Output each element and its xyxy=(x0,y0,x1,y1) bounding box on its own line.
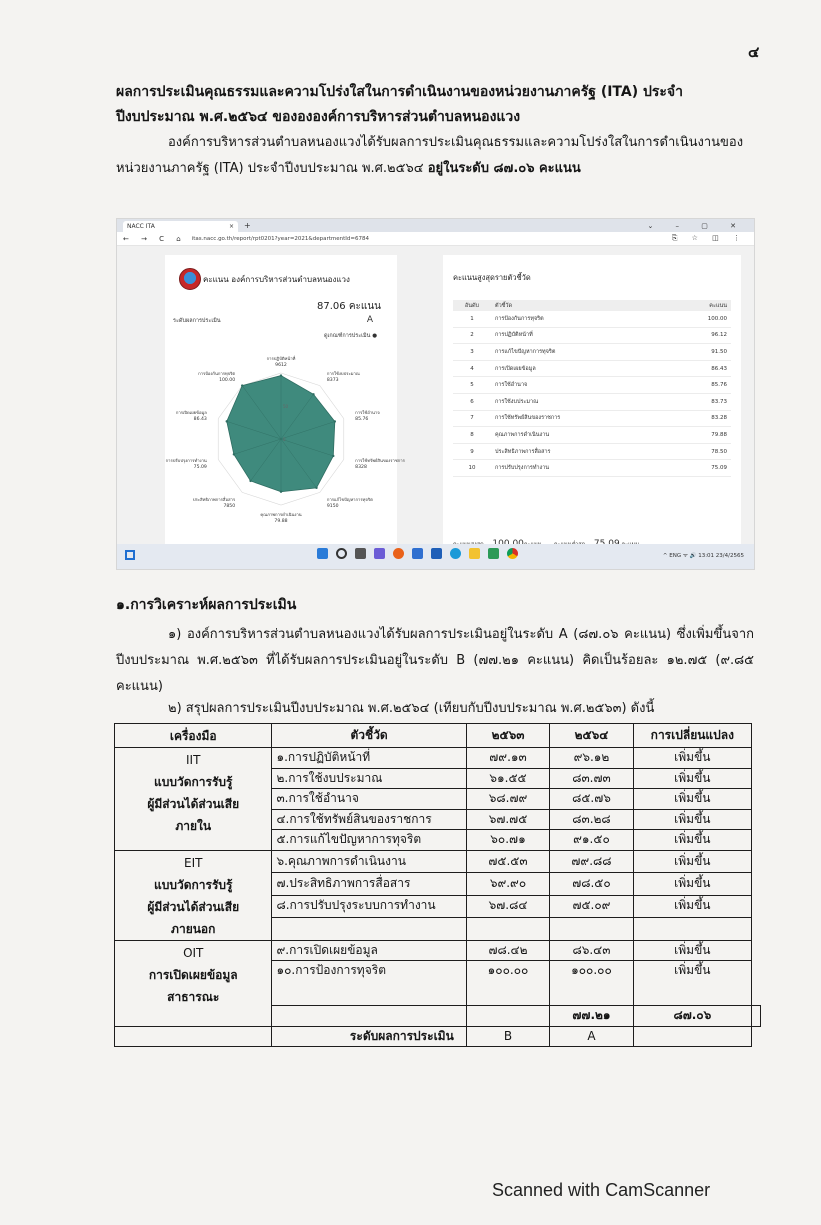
table-row xyxy=(453,460,731,477)
url-text[interactable]: itas.nacc.go.th/report/rpt0201?year=2021&departmentId=6784 xyxy=(191,235,369,242)
indicator-name: คุณภาพการดำเนินงาน xyxy=(491,427,673,444)
radar-point xyxy=(241,384,243,386)
indicator-name: การใช้ทรัพย์สินของราชการ xyxy=(491,410,673,427)
rank: 9 xyxy=(453,443,491,460)
tool-eit xyxy=(115,850,272,940)
table-row xyxy=(453,311,731,327)
level-2564: A xyxy=(550,1026,633,1047)
section-title: ๑.การวิเคราะห์ผลการประเมิน xyxy=(116,597,297,613)
radar-point xyxy=(332,455,334,457)
indicator-name: การเปิดเผยข้อมูล xyxy=(491,360,673,377)
tool-line: การเปิดเผยข้อมูล xyxy=(148,967,238,982)
folder-icon[interactable] xyxy=(469,548,480,559)
indicator-name: การใช้อำนาจ xyxy=(491,377,673,394)
radar-category-label: คุณภาพการดำเนินงาน xyxy=(260,512,302,517)
search-icon[interactable] xyxy=(336,548,347,559)
chat-icon[interactable] xyxy=(374,548,385,559)
indicator-score: 100.00 xyxy=(673,311,731,327)
rank: 5 xyxy=(453,377,491,394)
header-indicator: ตัวชี้วัด xyxy=(272,724,466,748)
radar-series-area xyxy=(227,376,335,492)
table-row xyxy=(453,344,731,361)
assessment-table xyxy=(114,723,761,1047)
table-row xyxy=(453,360,731,377)
document-title: ผลการประเมินคุณธรรมและความโปร่งใสในการดำเนินงานของหน่วยงานภาครัฐ (ITA) ประจำปีงบประมาณ พ.ศ.๒๕๖๔ ของององค์การบริหารส่วนตำบลหนองแวง xyxy=(116,84,683,125)
address-bar xyxy=(117,232,754,246)
indicator-name: การปรับปรุงการทำงาน xyxy=(491,460,673,477)
embedded-screenshot xyxy=(116,218,755,570)
radar-category-label: การใช้ทรัพย์สินของราชการ xyxy=(355,458,405,464)
score-2563: ๖๗.๗๕ xyxy=(466,809,549,830)
tool-line: ผู้มีส่วนได้ส่วนเสีย xyxy=(147,797,240,811)
radar-value-label: 85.76 xyxy=(355,416,369,422)
tab-title: NACC ITA xyxy=(127,223,155,230)
score-2564: ๙๖.๑๒ xyxy=(550,748,633,769)
radar-point xyxy=(315,487,317,489)
indicator-name: ประสิทธิภาพการสื่อสาร xyxy=(491,443,673,460)
indicator-name: การปฏิบัติหน้าที่ xyxy=(491,327,673,344)
table-row xyxy=(115,940,761,961)
change: เพิ่มขึ้น xyxy=(633,768,751,789)
new-tab-icon[interactable]: + xyxy=(244,221,251,230)
total-score: 87.06 คะแนน xyxy=(317,301,381,312)
browser-toolbar-icons[interactable]: ⎘ ☆ ◫ ⋮ xyxy=(671,234,746,242)
radar-value-label: 9612 xyxy=(275,363,287,368)
indicator: ๘.การปรับปรุงระบบการทำงาน xyxy=(272,895,466,918)
taskbar-apps xyxy=(317,548,518,559)
score-2563: ๗๕.๕๓ xyxy=(466,850,549,873)
indicator-score: 85.76 xyxy=(673,377,731,394)
radar-point xyxy=(280,491,282,493)
system-tray[interactable]: ^ ENG ᯤ 🔊 13:01 23/4/2565 xyxy=(662,553,744,559)
indicator-score: 96.12 xyxy=(673,327,731,344)
indicator-name: การใช้งบประมาณ xyxy=(491,393,673,410)
tool-line: ภายใน xyxy=(175,819,212,833)
start-icon[interactable] xyxy=(125,550,135,560)
radar-value-label: 86.43 xyxy=(193,416,207,422)
table-row xyxy=(453,410,731,427)
store-icon[interactable] xyxy=(412,548,423,559)
radar-category-label: การเปิดเผยข้อมูล xyxy=(175,409,207,415)
radar-value-label: 79.88 xyxy=(274,519,288,524)
empty-cell xyxy=(633,918,751,941)
empty-cell xyxy=(466,1006,549,1027)
tool-line: ภายนอก xyxy=(171,921,216,936)
table-row xyxy=(453,393,731,410)
header-change: การเปลี่ยนแปลง xyxy=(633,724,751,748)
taskbar xyxy=(117,544,754,569)
chrome-icon[interactable] xyxy=(507,548,518,559)
radar-point xyxy=(334,420,336,422)
tool-line: ผู้มีส่วนได้ส่วนเสีย xyxy=(147,899,240,914)
firefox-icon[interactable] xyxy=(393,548,404,559)
score-2563: ๖๙.๙๐ xyxy=(466,873,549,896)
score-2564: ๗๘.๕๐ xyxy=(550,873,633,896)
indicator: ๙.การเปิดเผยข้อมูล xyxy=(272,940,466,961)
scanner-watermark: Scanned with CamScanner xyxy=(492,1180,711,1200)
radar-category-label: การปฏิบัติหน้าที่ xyxy=(266,356,296,361)
table-row xyxy=(453,427,731,444)
indicator: ๑.การปฏิบัติหน้าที่ xyxy=(272,748,466,769)
app-icon[interactable] xyxy=(488,548,499,559)
tab-close-icon[interactable]: × xyxy=(228,223,234,230)
score-2564: ๗๙.๘๘ xyxy=(550,850,633,873)
empty-cell xyxy=(550,918,633,941)
indicator: ๕.การแก้ไขปัญหาการทุจริต xyxy=(272,830,466,851)
intro-text: องค์การบริหารส่วนตำบลหนองแวงได้รับผลการประเมินคุณธรรมและความโปร่งใสในการดำเนินงานของหน่วยงานภาครัฐ (ITA) ประจำปีงบประมาณ พ.ศ.๒๕๖๔ xyxy=(116,135,744,176)
analysis-paragraph-2: ๒) สรุปผลการประเมินปีงบประมาณ พ.ศ.๒๕๖๔ (เทียบกับปีงบประมาณ พ.ศ.๒๕๖๓) ดังนี้ xyxy=(168,701,655,716)
tool-code: EIT xyxy=(184,855,203,870)
radar-value-label: 9150 xyxy=(326,504,339,510)
indicator-score: 79.88 xyxy=(673,427,731,444)
indicator: ๖.คุณภาพการดำเนินงาน xyxy=(272,850,466,873)
radar-category-label: การป้องกันการทุจริต xyxy=(198,370,236,376)
tool-line: แบบวัดการรับรู้ xyxy=(154,775,233,789)
browser-tabbar xyxy=(117,219,754,232)
change: เพิ่มขึ้น xyxy=(633,940,751,961)
empty-cell xyxy=(752,1006,761,1027)
score-2563: ๖๘.๗๙ xyxy=(466,789,549,810)
analysis-paragraph-1 xyxy=(116,622,754,700)
score-panel-title: คะแนน องค์การบริหารส่วนตำบลหนองแวง xyxy=(203,275,350,284)
change: เพิ่มขึ้น xyxy=(633,789,751,810)
change: เพิ่มขึ้น xyxy=(633,850,751,873)
edge-icon[interactable] xyxy=(450,548,461,559)
score-2564: ๘๕.๗๖ xyxy=(550,789,633,810)
indicator: ๑๐.การป้องการทุจริต xyxy=(272,961,466,1006)
change: เพิ่มขึ้น xyxy=(633,873,751,896)
level-row xyxy=(115,1026,761,1047)
change: เพิ่มขึ้น xyxy=(633,748,751,769)
mail-icon[interactable] xyxy=(431,548,442,559)
indicator: ๒.การใช้งบประมาณ xyxy=(272,768,466,789)
header-tool: เครื่องมือ xyxy=(115,724,272,748)
rank: 3 xyxy=(453,344,491,361)
score-2564: ๑๐๐.๐๐ xyxy=(550,961,633,1006)
total-2563: ๗๗.๒๑ xyxy=(550,1006,633,1027)
indicator-score: 91.50 xyxy=(673,344,731,361)
indicator-table xyxy=(453,300,731,477)
tool-iit xyxy=(115,748,272,851)
level-label: ระดับผลการประเมิน xyxy=(173,318,221,324)
radar-grid-label: 0 xyxy=(283,437,286,442)
score-2564: ๙๑.๕๐ xyxy=(550,830,633,851)
score-2563: ๖๐.๗๑ xyxy=(466,830,549,851)
tool-oit xyxy=(115,940,272,1026)
radar-point xyxy=(233,453,235,455)
indicator-name: การป้องกันการทุจริต xyxy=(491,311,673,327)
change: เพิ่มขึ้น xyxy=(633,895,751,918)
rank: 2 xyxy=(453,327,491,344)
page-number: ๔ xyxy=(748,43,760,61)
table-row xyxy=(453,377,731,394)
header-2564: ๒๕๖๔ xyxy=(550,724,633,748)
nav-icons[interactable]: ← → C ⌂ xyxy=(123,234,186,243)
radar-category-label: ประสิทธิภาพการสื่อสาร xyxy=(192,497,236,503)
tool-code: OIT xyxy=(183,945,204,960)
score-2563: ๗๙.๑๓ xyxy=(466,748,549,769)
analysis-text-1: ๑) องค์การบริหารส่วนตำบลหนองแวงได้รับผลการประเมินอยู่ในระดับ A (๘๗.๐๖ คะแนน) ซึ่งเพิ่มขึ้นจากปีงบประมาณ พ.ศ.๒๕๖๓ ที่ได้รับผลการประเมินอยู่ในระดับ B (๗๗.๒๑ คะแนน) คิดเป็นร้อยละ ๑๒.๗๕ (๙.๘๕ คะแนน) xyxy=(116,627,754,694)
intro-score: อยู่ในระดับ ๘๗.๐๖ คะแนน xyxy=(427,161,581,176)
browser-tab[interactable] xyxy=(123,221,238,232)
windows-icon[interactable] xyxy=(317,548,328,559)
indicator-score: 86.43 xyxy=(673,360,731,377)
col-rank: อันดับ xyxy=(453,300,491,311)
intro-paragraph xyxy=(116,130,756,182)
indicator: ๗.ประสิทธิภาพการสื่อสาร xyxy=(272,873,466,896)
total-2564: ๘๗.๐๖ xyxy=(633,1006,751,1027)
radar-chart xyxy=(165,341,405,541)
rank: 7 xyxy=(453,410,491,427)
radar-point xyxy=(249,480,251,482)
score-2564: ๘๓.๗๓ xyxy=(550,768,633,789)
rank: 10 xyxy=(453,460,491,477)
empty-cell xyxy=(115,1026,272,1047)
radar-point xyxy=(280,374,282,376)
radar-value-label: 8328 xyxy=(355,465,367,471)
indicator-score: 83.73 xyxy=(673,393,731,410)
radar-value-label: 8373 xyxy=(326,377,339,383)
radar-value-label: 75.09 xyxy=(193,465,207,471)
score-2563: ๗๘.๔๒ xyxy=(466,940,549,961)
indicator-score: 75.09 xyxy=(673,460,731,477)
level-2563: B xyxy=(466,1026,549,1047)
col-indicator: ตัวชี้วัด xyxy=(491,300,673,311)
score-2564: ๘๖.๔๓ xyxy=(550,940,633,961)
tool-code: IIT xyxy=(186,753,201,767)
score-2563: ๑๐๐.๐๐ xyxy=(466,961,549,1006)
radar-category-label: การแก้ไขปัญหาการทุจริต xyxy=(326,497,373,503)
radar-value-label: 7850 xyxy=(223,504,236,510)
score-2564: ๘๓.๒๘ xyxy=(550,809,633,830)
empty-cell xyxy=(272,1006,466,1027)
score-2563: ๖๗.๘๔ xyxy=(466,895,549,918)
criteria-link[interactable]: ดูเกณฑ์การประเมิน ● xyxy=(323,333,377,339)
score-2564: ๗๕.๐๙ xyxy=(550,895,633,918)
window-controls[interactable]: ⌄ – ▢ ✕ xyxy=(647,221,746,230)
radar-category-label: การใช้อำนาจ xyxy=(355,409,380,415)
radar-category-label: การปรับปรุงการทำงาน xyxy=(165,458,207,464)
radar-category-label: การใช้งบประมาณ xyxy=(326,370,360,376)
table-row xyxy=(115,850,761,873)
indicator-score: 78.50 xyxy=(673,443,731,460)
table-row xyxy=(115,748,761,769)
change: เพิ่มขึ้น xyxy=(633,961,751,1006)
level-label: ระดับผลการประเมิน xyxy=(272,1026,466,1047)
task-view-icon[interactable] xyxy=(355,548,366,559)
tool-line: แบบวัดการรับรู้ xyxy=(154,877,233,892)
tool-line: สาธารณะ xyxy=(167,989,220,1004)
top-indicators-panel xyxy=(443,255,741,545)
indicator: ๓.การใช้อำนาจ xyxy=(272,789,466,810)
rank: 8 xyxy=(453,427,491,444)
top-indicators-title: คะแนนสูงสุดรายตัวชี้วัด xyxy=(453,273,531,282)
change: เพิ่มขึ้น xyxy=(633,830,751,851)
indicator: ๔.การใช้ทรัพย์สินของราชการ xyxy=(272,809,466,830)
table-row xyxy=(453,443,731,460)
empty-cell xyxy=(466,918,549,941)
org-logo xyxy=(179,268,201,290)
rank: 4 xyxy=(453,360,491,377)
rank: 1 xyxy=(453,311,491,327)
table-row xyxy=(453,327,731,344)
radar-value-label: 100.00 xyxy=(219,377,236,383)
col-score: คะแนน xyxy=(673,300,731,311)
empty-cell xyxy=(272,918,466,941)
radar-grid-label: 50 xyxy=(283,404,289,409)
score-2563: ๖๑.๕๕ xyxy=(466,768,549,789)
indicator-score: 83.28 xyxy=(673,410,731,427)
empty-cell xyxy=(633,1026,751,1047)
score-panel xyxy=(165,255,405,545)
level-value: A xyxy=(366,315,373,325)
radar-point xyxy=(226,420,228,422)
rank: 6 xyxy=(453,393,491,410)
change: เพิ่มขึ้น xyxy=(633,809,751,830)
header-2563: ๒๕๖๓ xyxy=(466,724,549,748)
radar-point xyxy=(312,393,314,395)
indicator-name: การแก้ไขปัญหาการทุจริต xyxy=(491,344,673,361)
